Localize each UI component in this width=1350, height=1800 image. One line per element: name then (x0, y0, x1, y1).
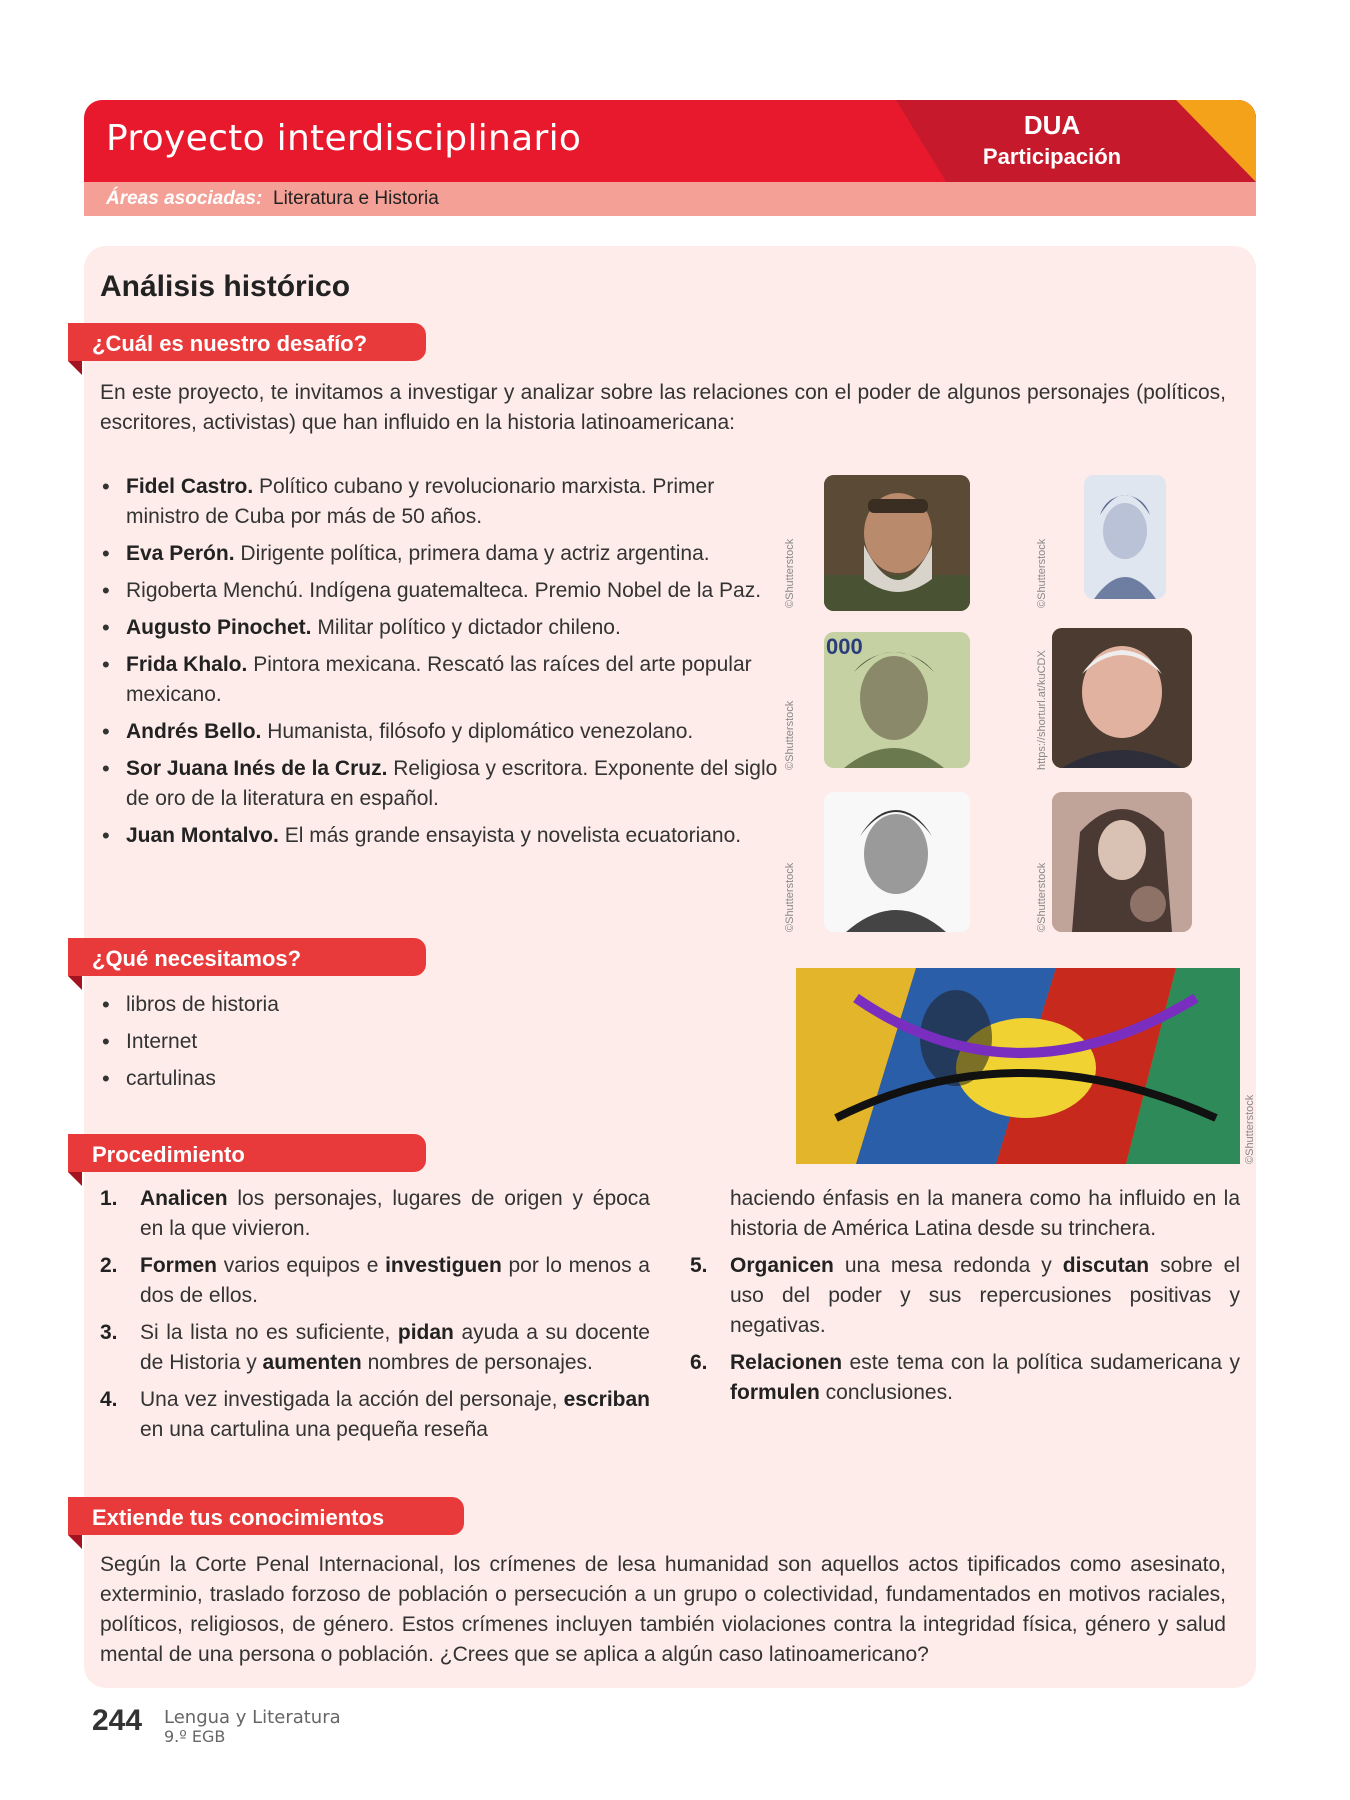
desafio-intro: En este proyecto, te invitamos a investigar y analizar sobre las relaciones con el poder de algunos personajes (políticos, escritores, activistas) que han influido en la historia latinoamericana: (100, 381, 1226, 434)
frida-art-image (796, 968, 1240, 1164)
step-text: Si la lista no es suficiente, (140, 1321, 398, 1344)
step-number: 3. (100, 1321, 118, 1344)
step-item (100, 1385, 650, 1445)
step-verb: Formen (140, 1254, 218, 1277)
banknote-digits: 000 (826, 634, 863, 659)
photo-credit: ©Shutterstock (1036, 862, 1048, 932)
dua-title: DUA (1023, 110, 1081, 140)
step-text: Una vez investigada la acción del personaje, (140, 1388, 564, 1411)
areas-bar (84, 182, 1256, 216)
step-text: en una cartulina una pequeña reseña (140, 1418, 488, 1441)
augusto-pinochet-portrait (1052, 628, 1192, 768)
list-item (100, 650, 782, 710)
extiende-heading: Extiende tus conocimientos (92, 1505, 385, 1530)
person-name: Eva Perón. (126, 542, 235, 565)
step-verb: formulen (730, 1381, 820, 1404)
fidel-castro-portrait (824, 475, 970, 611)
step-verb: pidan (397, 1321, 454, 1344)
steps-list-left (100, 1184, 650, 1452)
step-text: ayuda a su docente de Historia y (140, 1321, 650, 1374)
step-text: este tema con la política sudamericana y (842, 1351, 1240, 1374)
necesitamos-heading-tab (68, 938, 426, 976)
list-item (100, 821, 782, 851)
step-number: 2. (100, 1254, 118, 1277)
list-item (100, 472, 782, 532)
step-text: haciendo énfasis en la manera como ha influido en la historia de América Latina desde su trinchera. (730, 1187, 1240, 1240)
step-item (690, 1251, 1240, 1341)
list-item (100, 576, 782, 606)
step-text: los personajes, lugares de origen y época en la que vivieron. (140, 1187, 650, 1240)
desafio-heading-tab (68, 323, 426, 361)
step-item (100, 1318, 650, 1378)
photo-credit: ©Shutterstock (784, 700, 796, 770)
rigoberta-menchu-portrait (824, 632, 970, 768)
step-text: una mesa redonda y (833, 1254, 1063, 1277)
step-verb: Organicen (730, 1254, 834, 1277)
person-desc: Militar político y dictador chileno. (311, 616, 621, 639)
step-verb: Relacionen (730, 1351, 843, 1374)
step-item (100, 1251, 650, 1311)
footer-subject: Lengua y Literatura (164, 1707, 341, 1728)
extiende-heading-tab (68, 1497, 464, 1535)
footer-grade: 9.º EGB (164, 1727, 226, 1746)
section-title: Análisis histórico (100, 270, 351, 303)
step-text: nombres de personajes. (361, 1351, 593, 1374)
person-desc: Pintora mexicana. Rescató las raíces del arte popular mexicano. (126, 653, 752, 706)
sor-juana-portrait (1052, 792, 1192, 932)
photo-credit: ©Shutterstock (784, 862, 796, 932)
list-item: • Internet (100, 1027, 500, 1057)
list-item: • libros de historia (100, 990, 500, 1020)
areas-value: Literatura e Historia (273, 188, 439, 209)
project-header (84, 100, 1256, 182)
person-name: Sor Juana Inés de la Cruz. (126, 757, 388, 780)
person-desc: Rigoberta Menchú. Indígena guatemalteca. Premio Nobel de la Paz. (126, 579, 762, 602)
step-number: 5. (690, 1254, 708, 1277)
step-number: 1. (100, 1187, 118, 1210)
header-title: Proyecto interdisciplinario (106, 118, 582, 159)
step-item-continuation (690, 1184, 1240, 1244)
areas-label: Áreas asociadas: (106, 188, 263, 209)
materials-list (100, 990, 500, 1101)
list-item (100, 754, 782, 814)
extiende-text: Según la Corte Penal Internacional, los crímenes de lesa humanidad son aquellos actos tipificados como asesinato, exterminio, traslado forzoso de población o persecución a un grupo o colectividad, fundamentados en motivos raciales, políticos, religiosos, de género. Estos crímenes incluyen también violaciones contra la integridad física, género y salud mental de una persona o población. ¿Crees que se aplica a algún caso latinoamericano? (100, 1553, 1226, 1666)
steps-list-right (690, 1184, 1240, 1415)
list-item (100, 717, 782, 747)
step-item (690, 1348, 1240, 1408)
page-number: 244 (92, 1704, 143, 1737)
desafio-heading: ¿Cuál es nuestro desafío? (92, 331, 368, 356)
step-number: 4. (100, 1388, 118, 1411)
procedimiento-heading-tab (68, 1134, 426, 1172)
person-desc: Religiosa y escritora. Exponente del siglo de oro de la literatura en español. (126, 757, 778, 810)
step-text: sobre el uso del poder y sus repercusiones positivas y negativas. (730, 1254, 1240, 1337)
procedimiento-heading: Procedimiento (92, 1142, 245, 1167)
person-desc: Humanista, filósofo y diplomático venezolano. (261, 720, 694, 743)
eva-peron-portrait (1084, 475, 1166, 599)
step-text: conclusiones. (819, 1381, 953, 1404)
people-list (100, 472, 782, 858)
step-item (100, 1184, 650, 1244)
necesitamos-heading: ¿Qué necesitamos? (92, 946, 302, 971)
person-name: Frida Khalo. (126, 653, 248, 676)
list-item (100, 539, 782, 569)
dua-subtitle: Participación (982, 144, 1122, 169)
photo-credit: ©Shutterstock (1036, 538, 1048, 608)
andres-bello-portrait (824, 792, 970, 932)
person-desc: El más grande ensayista y novelista ecuatoriano. (278, 824, 742, 847)
person-desc: Dirigente política, primera dama y actriz argentina. (234, 542, 710, 565)
photo-credit: ©Shutterstock (1244, 1094, 1256, 1164)
step-verb: investiguen (385, 1254, 502, 1277)
list-item: • cartulinas (100, 1064, 500, 1094)
list-item (100, 613, 782, 643)
photo-credit: https://shorturl.at/kuCDX (1036, 650, 1048, 770)
step-number: 6. (690, 1351, 708, 1374)
person-name: Juan Montalvo. (126, 824, 279, 847)
step-verb: discutan (1062, 1254, 1150, 1277)
person-desc: Político cubano y revolucionario marxista. Primer ministro de Cuba por más de 50 años. (126, 475, 715, 528)
step-verb: Analicen (140, 1187, 228, 1210)
step-verb: aumenten (262, 1351, 362, 1374)
person-name: Andrés Bello. (126, 720, 262, 743)
step-text: varios equipos e (217, 1254, 386, 1277)
person-name: Augusto Pinochet. (126, 616, 312, 639)
person-name: Fidel Castro. (126, 475, 254, 498)
step-text: por lo menos a dos de ellos. (140, 1254, 650, 1307)
photo-credit: ©Shutterstock (784, 538, 796, 608)
step-verb: escriban (563, 1388, 650, 1411)
